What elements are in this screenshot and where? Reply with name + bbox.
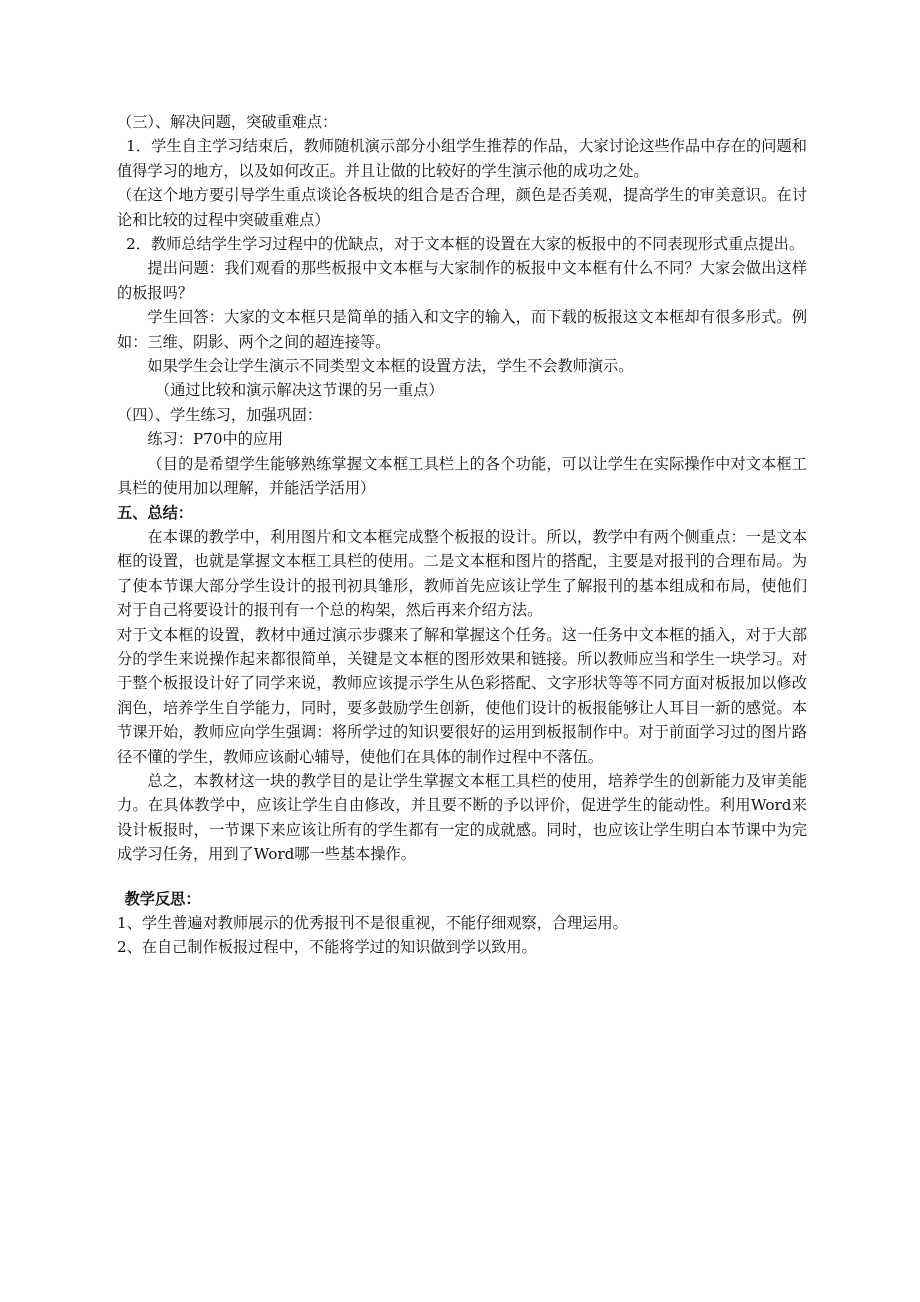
reflection-item-2: 2、在自己制作板报过程中，不能将学过的知识做到学以致用。 [117, 938, 537, 957]
paragraph-summary-1: 在本课的教学中，利用图片和文本框完成整个板报的设计。所以，教学中有两个侧重点：一是文本框的设置，也就是掌握文本框工具栏的使用。二是文本框和图片的搭配，主要是对报刊的合理布局。为了使本节课大部分学生设计的报刊初具雏形，教师首先应该让学生了解报刊的基本组成和布局，使他们对于自己将要设计的报刊有一个总的构架，然后再来介绍方法。 [117, 527, 807, 620]
paragraph-step-2: 2．教师总结学生学习过程中的优缺点，对于文本框的设置在大家的板报中的不同表现形式重点提出。 [126, 235, 805, 254]
section-heading-3: （三）、解决问题，突破重难点： [117, 113, 338, 131]
section-heading-reflection: 教学反思： [124, 889, 201, 908]
paragraph-note-2: （通过比较和演示解决这节课的另一重点） [155, 381, 444, 400]
paragraph-step-1: 1．学生自主学习结束后，教师随机演示部分小组学生推荐的作品，大家讨论这些作品中存在的问题和值得学习的地方，以及如何改正。并且让做的比较好的学生演示他的成功之处。 [117, 137, 807, 180]
paragraph-answer: 学生回答：大家的文本框只是简单的插入和文字的输入，而下载的板报这文本框却有很多形式。例如：三维、阴影、两个之间的超连接等。 [117, 308, 807, 351]
paragraph-demo: 如果学生会让学生演示不同类型文本框的设置方法，学生不会教师演示。 [147, 357, 634, 376]
section-heading-4: （四）、学生练习，加强巩固： [117, 405, 323, 424]
paragraph-question: 提出问题：我们观看的那些板报中文本框与大家制作的板报中文本框有什么不同？大家会做出这样的板报吗？ [117, 259, 807, 302]
paragraph-summary-2: 对于文本框的设置，教材中通过演示步骤来了解和掌握这个任务。这一任务中文本框的插入，对于大部分的学生来说操作起来都很简单，关键是文本框的图形效果和链接。所以教师应当和学生一块学习。对于整个板报设计好了同学来说，教师应该提示学生从色彩搭配、文字形状等等不同方面对板报加以修改润色，培养学生自学能力，同时，要多鼓励学生创新，使他们设计的板报能够让人耳目一新的感觉。本节课开始，教师应向学生强调：将所学过的知识要很好的运用到板报制作中。对于前面学习过的图片路径不懂的学生，教师应该耐心辅导，使他们在具体的制作过程中不落伍。 [117, 625, 807, 766]
document-page [117, 110, 807, 960]
paragraph-exercise: 练习：P70中的应用 [147, 430, 284, 449]
paragraph-summary-3: 总之，本教材这一块的教学目的是让学生掌握文本框工具栏的使用，培养学生的创新能力及审美能力。在具体教学中，应该让学生自由修改，并且要不断的予以评价，促进学生的能动性。利用Word来设计板报时，一节课下来应该让所有的学生都有一定的成就感。同时，也应该让学生明白本节课中为完成学习任务，用到了Word哪一些基本操作。 [117, 771, 807, 864]
section-heading-5: 五、总结： [117, 503, 193, 522]
paragraph-note-1: （在这个地方要引导学生重点谈论各板块的组合是否合理，颜色是否美观，提高学生的审美意识。在讨论和比较的过程中突破重难点） [117, 186, 807, 229]
paragraph-note-3: （目的是希望学生能够熟练掌握文本框工具栏上的各个功能，可以让学生在实际操作中对文本框工具栏的使用加以理解，并能活学活用） [117, 454, 807, 498]
reflection-item-1: 1、学生普遍对教师展示的优秀报刊不是很重视，不能仔细观察，合理运用。 [117, 914, 628, 932]
